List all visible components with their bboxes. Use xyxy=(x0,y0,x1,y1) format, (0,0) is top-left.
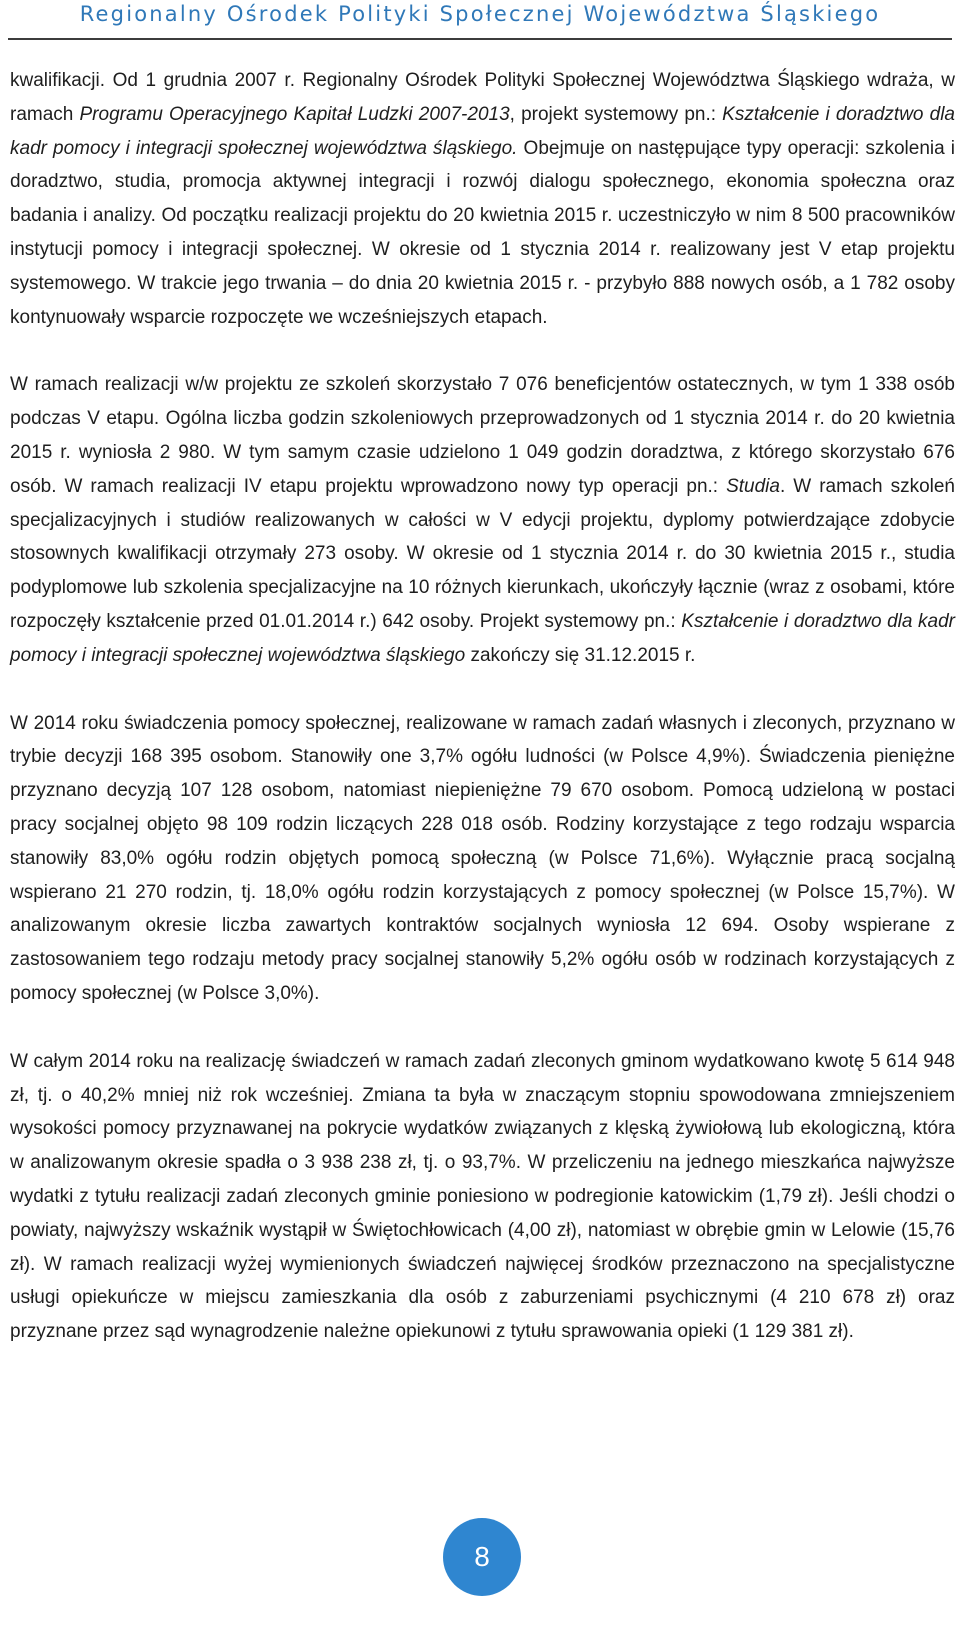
text-run: W całym 2014 roku na realizację świadczeń w ramach zadań zleconych gminom wydatkowano kwotę 5 614 948 zł, tj. o 40,2% mniej niż rok wcześniej. Zmiana ta była w znaczącym stopniu spowodowana zmniejszeniem wysokości pomocy przyznawanej na pokrycie wydatków związanych z klęską żywiołową lub ekologiczną, która w analizowanym okresie spadła o 3 938 238 zł, tj. o 93,7%. W przeliczeniu na jednego mieszkańca najwyższe wydatki z tytułu realizacji zadań zleconych gminie poniesiono w podregionie katowickim (1,79 zł). Jeśli chodzi o powiaty, najwyższy wskaźnik wystąpił w Świętochłowicach (4,00 zł), natomiast w obrębie gmin w Lelowie (15,76 zł). W ramach realizacji wyżej wymienionych świadczeń najwięcej środków przeznaczono na specjalistyczne usługi opiekuńcze w miejscu zamieszkania dla osób z zaburzeniami psychicznymi (4 210 678 zł) oraz przyznane przez sąd wynagrodzenie należne opiekunowi z tytułu sprawowania opieki (1 129 381 zł). xyxy=(10,1050,955,1343)
text-run: zakończy się 31.12.2015 r. xyxy=(465,644,696,666)
paragraph-3 xyxy=(10,707,955,1011)
text-run: W 2014 roku świadczenia pomocy społecznej, realizowane w ramach zadań własnych i zleconych, przyznano w trybie decyzji 168 395 osobom. Stanowiły one 3,7% ogółu ludności (w Polsce 4,9%). Świadczenia pieniężne przyznano decyzją 107 128 osobom, natomiast niepieniężne 79 670 osobom. Pomocą udzieloną w postaci pracy socjalnej objęto 98 109 rodzin liczących 228 018 osób. Rodziny korzystające z tego rodzaju wsparcia stanowiły 83,0% ogółu rodzin objętych pomocą społeczną (w Polsce 71,6%). Wyłącznie pracą socjalną wspierano 21 270 rodzin, tj. 18,0% ogółu rodzin korzystających z pomocy społecznej (w Polsce 15,7%). W analizowanym okresie liczba zawartych kontraktów socjalnych wyniosła 12 694. Osoby wspierane z zastosowaniem tego rodzaju metody pracy socjalnej stanowiły 5,2% ogółu osób w rodzinach korzystających z pomocy społecznej (w Polsce 3,0%). xyxy=(10,712,955,1004)
page-number-badge xyxy=(443,1518,521,1596)
italic-text-run: Studia xyxy=(726,475,780,497)
text-run: W ramach realizacji w/w projektu ze szkoleń skorzystało 7 076 beneficjentów ostatecznych, w tym 1 338 osób podczas V etapu. Ogólna liczba godzin szkoleniowych przeprowadzonych od 1 stycznia 2014 r. do 20 kwietnia 2015 r. wyniosła 2 980. W tym samym czasie udzielono 1 049 godzin doradztwa, z którego skorzystało 676 osób. W ramach realizacji IV etapu projektu wprowadzono nowy typ operacji pn.: xyxy=(10,374,955,497)
page-number: 8 xyxy=(474,1541,490,1572)
text-run: kwalifikacji. Od 1 grudnia 2007 r. Regionalny Ośrodek Polityki Społecznej Województwa Śląskiego wdraża, w ramach xyxy=(10,70,955,125)
text-run: Obejmuje on następujące typy operacji: szkolenia i doradztwo, studia, promocja aktywnej integracji i rozwój dialogu społecznego, ekonomia społeczna oraz badania i analizy. Od początku realizacji projektu do 20 kwietnia 2015 r. uczestniczyło w nim 8 500 pracowników instytucji pomocy i integracji społecznej. W okresie od 1 stycznia 2014 r. realizowany jest V etap projektu systemowego. W trakcie jego trwania – do dnia 20 kwietnia 2015 r. - przybyło 888 nowych osób, a 1 782 osoby kontynuowały wsparcie rozpoczęte we wcześniejszych etapach. xyxy=(10,137,956,328)
header-title: Regionalny Ośrodek Polityki Społecznej Województwa Śląskiego xyxy=(79,2,881,26)
italic-text-run: Kształcenie i doradztwo dla kadr pomocy i integracji społecznej województwa śląskiego. xyxy=(10,103,955,159)
paragraph-2 xyxy=(10,368,955,672)
page-header xyxy=(0,0,960,30)
paragraph-4 xyxy=(10,1045,955,1349)
paragraph-1 xyxy=(10,64,955,334)
header-divider xyxy=(8,38,952,40)
document-body xyxy=(10,64,955,1349)
italic-text-run: Programu Operacyjnego Kapitał Ludzki 2007-2013 xyxy=(79,103,510,125)
text-run: , projekt systemowy pn.: xyxy=(509,103,723,125)
italic-text-run: Kształcenie i doradztwo dla kadr pomocy i integracji społecznej województwa śląskiego xyxy=(10,610,956,666)
text-run: . W ramach szkoleń specjalizacyjnych i studiów realizowanych w całości w V edycji projektu, dyplomy potwierdzające zdobycie stosownych kwalifikacji otrzymały 273 osoby. W okresie od 1 stycznia 2014 r. do 30 kwietnia 2015 r., studia podyplomowe lub szkolenia specjalizacyjne na 10 różnych kierunkach, ukończyły łącznie (wraz z osobami, które rozpoczęły kształcenie przed 01.01.2014 r.) 642 osoby. Projekt systemowy pn.: xyxy=(10,475,955,632)
